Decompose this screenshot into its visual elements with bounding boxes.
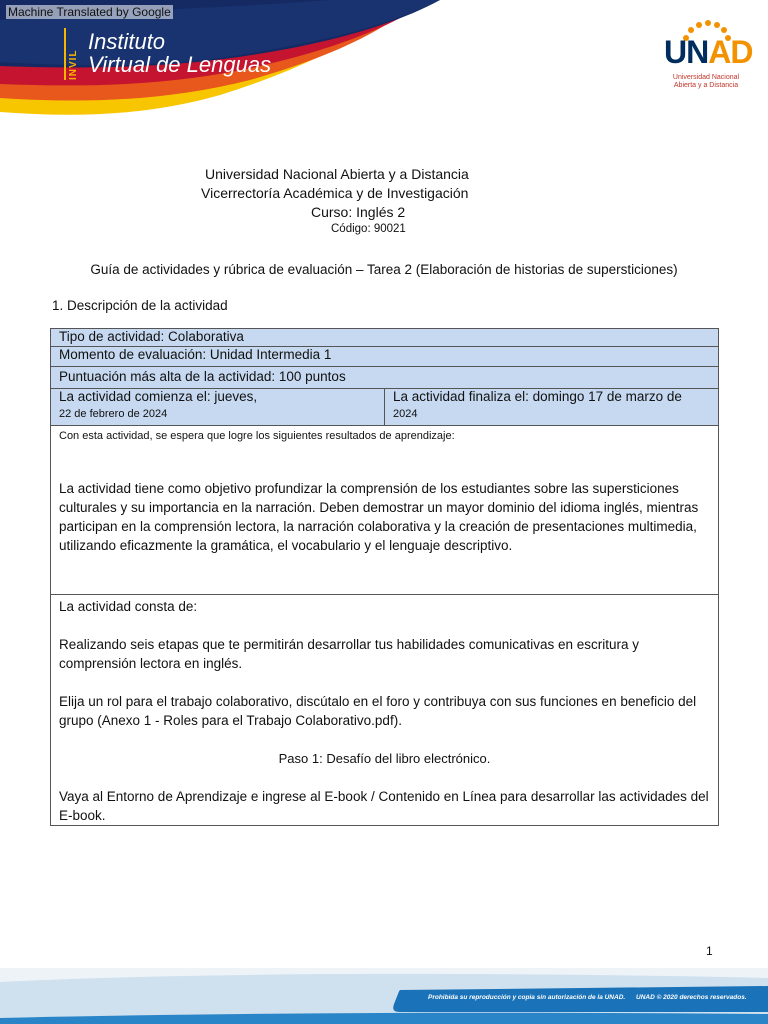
consta-cell <box>51 595 719 826</box>
activity-info-table <box>50 328 719 826</box>
resultados-intro: Con esta actividad, se espera que logre los siguientes resultados de aprendizaje: <box>59 430 455 442</box>
fecha-fin-cell <box>385 389 719 426</box>
course-code: Código: 90021 <box>331 223 406 235</box>
table-row <box>51 347 719 367</box>
table-row <box>51 426 719 595</box>
table-row <box>51 595 719 826</box>
footer-derechos: UNAD © 2020 derechos reservados. <box>636 994 747 1001</box>
instituto-title <box>88 30 271 76</box>
puntuacion: Puntuación más alta de la actividad: 100 puntos <box>51 367 719 389</box>
machine-translation-note: Machine Translated by Google <box>8 5 171 19</box>
unad-wordmark: UNAD <box>664 34 753 70</box>
entorno-text: Vaya al Entorno de Aprendizaje e ingrese al E-book / Contenido en Línea para desarrollar las actividades del E-book. <box>59 789 709 823</box>
vicerrectoria: Vicerrectoría Académica y de Investigación <box>201 185 469 201</box>
unad-logo <box>664 20 753 90</box>
tipo-actividad: Tipo de actividad: Colaborativa <box>51 329 719 347</box>
momento-evaluacion: Momento de evaluación: Unidad Intermedia 1 <box>51 347 719 367</box>
fecha-inicio-label: La actividad comienza el: jueves, <box>59 389 258 404</box>
paso1-heading: Paso 1: Desafío del libro electrónico. <box>278 751 491 766</box>
fecha-fin: 2024 <box>393 408 418 420</box>
instituto-title-line2: Virtual de Lenguas <box>88 52 272 77</box>
consta-de-label: La actividad consta de: <box>59 599 198 614</box>
rol-text: Elija un rol para el trabajo colaborativo, discútalo en el foro y contribuya con sus funciones en beneficio del grupo (Anexo 1 - Roles para el Trabajo Colaborativo.pdf). <box>59 694 697 728</box>
table-row <box>51 367 719 389</box>
university-name: Universidad Nacional Abierta y a Distancia <box>205 166 469 182</box>
fecha-inicio: 22 de febrero de 2024 <box>59 408 168 420</box>
fecha-fin-label: La actividad finaliza el: domingo 17 de marzo de <box>393 389 682 404</box>
etapas-text: Realizando seis etapas que te permitirán desarrollar tus habilidades comunicativas en escritura y comprensión lectora en inglés. <box>59 637 640 671</box>
unad-subtitle: Universidad Nacional Abierta y a Distancia <box>672 74 740 89</box>
course-name: Curso: Inglés 2 <box>311 204 406 220</box>
ivl-vertical-tag: INVIL <box>64 28 82 80</box>
footer-prohibido: Prohibida su reproducción y copia sin autorización de la UNAD. <box>428 994 626 1001</box>
resultados-cell <box>51 426 719 595</box>
section-heading: 1. Descripción de la actividad <box>52 298 228 313</box>
objetivo-text: La actividad tiene como objetivo profundizar la comprensión de los estudiantes sobre las supersticiones culturales y su importancia en la narración. Deben demostrar un mayor dominio del idioma inglés, mientras participan en la comprensión lectora, la narración colaborativa y la creación de presentaciones multimedia, utilizando eficazmente la gramática, el vocabulario y el lenguaje descriptivo. <box>59 481 699 553</box>
fecha-inicio-cell <box>51 389 385 426</box>
table-row <box>51 389 719 426</box>
table-row <box>51 329 719 347</box>
instituto-title-line1: Instituto <box>88 29 166 54</box>
document-title: Guía de actividades y rúbrica de evaluación – Tarea 2 (Elaboración de historias de supersticiones) <box>90 262 678 277</box>
page-number: 1 <box>706 944 713 958</box>
